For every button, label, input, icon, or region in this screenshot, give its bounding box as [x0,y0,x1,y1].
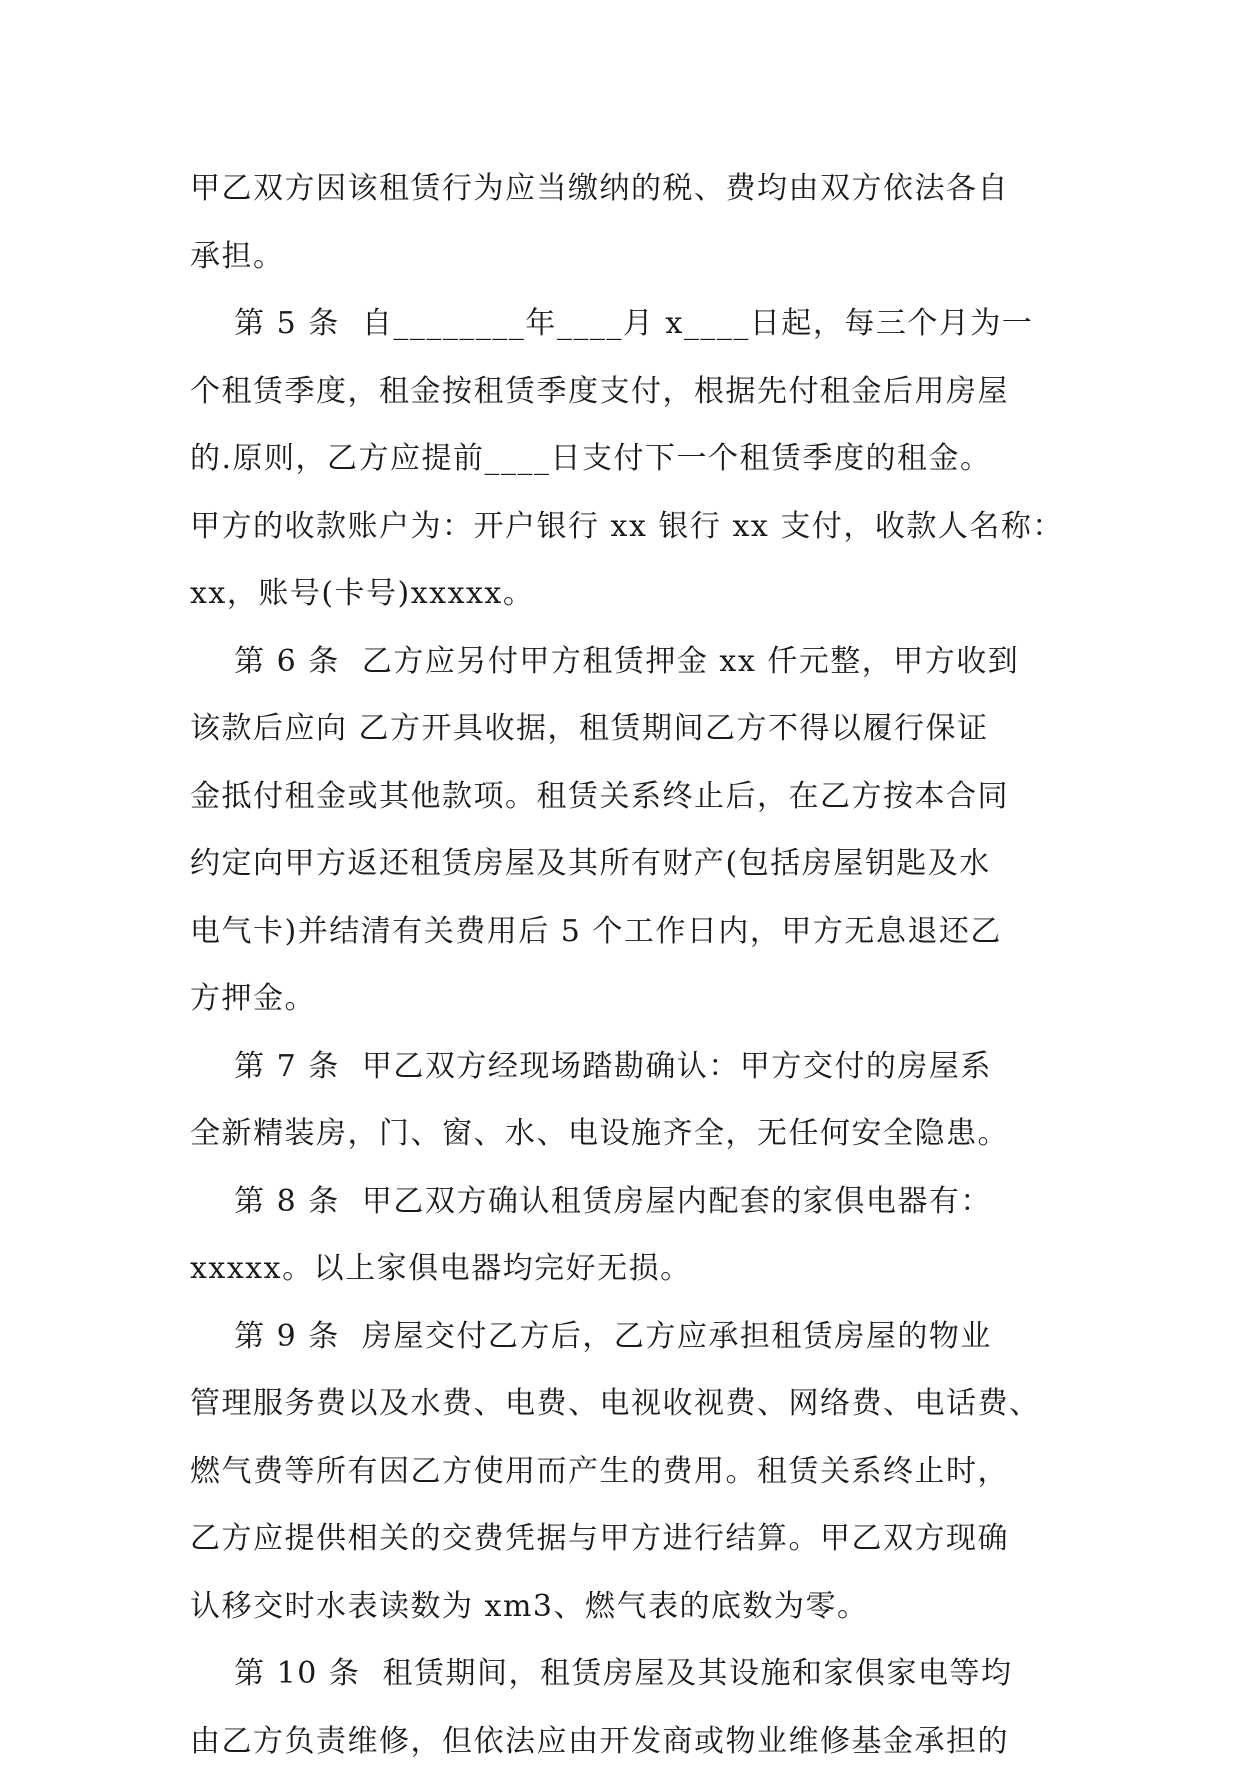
text-line: 第 5 条 自________年____月 x____日起，每三个月为一 [190,290,1060,358]
text-line: 第 10 条 租赁期间，租赁房屋及其设施和家俱家电等均 [190,1640,1060,1708]
text-line: 该款后应向 乙方开具收据，租赁期间乙方不得以履行保证 [190,695,1060,763]
text-line: 承担。 [190,223,1060,291]
text-line: xxxxx。以上家俱电器均完好无损。 [190,1235,1060,1303]
text-line: 第 8 条 甲乙双方确认租赁房屋内配套的家俱电器有： [190,1168,1060,1236]
text-line: 的.原则，乙方应提前____日支付下一个租赁季度的租金。 [190,425,1060,493]
text-line: 电气卡)并结清有关费用后 5 个工作日内，甲方无息退还乙 [190,898,1060,966]
text-line: 方押金。 [190,965,1060,1033]
text-line: 甲方的收款账户为：开户银行 xx 银行 xx 支付，收款人名称： [190,493,1060,561]
text-line: 甲乙双方因该租赁行为应当缴纳的税、费均由双方依法各自 [190,155,1060,223]
text-line: xx，账号(卡号)xxxxx。 [190,560,1060,628]
text-line: 乙方应提供相关的交费凭据与甲方进行结算。甲乙双方现确 [190,1505,1060,1573]
text-line: 燃气费等所有因乙方使用而产生的费用。租赁关系终止时， [190,1438,1060,1506]
text-line: 全新精装房，门、窗、水、电设施齐全，无任何安全隐患。 [190,1100,1060,1168]
text-line: 个租赁季度，租金按租赁季度支付，根据先付租金后用房屋 [190,358,1060,426]
document-body [190,155,1060,1775]
text-line: 第 9 条 房屋交付乙方后，乙方应承担租赁房屋的物业 [190,1303,1060,1371]
text-line: 由乙方负责维修，但依法应由开发商或物业维修基金承担的 [190,1708,1060,1775]
text-line: 认移交时水表读数为 xm3、燃气表的底数为零。 [190,1573,1060,1641]
text-line: 管理服务费以及水费、电费、电视收视费、网络费、电话费、 [190,1370,1060,1438]
text-line: 金抵付租金或其他款项。租赁关系终止后，在乙方按本合同 [190,763,1060,831]
text-line: 第 6 条 乙方应另付甲方租赁押金 xx 仟元整，甲方收到 [190,628,1060,696]
text-line: 第 7 条 甲乙双方经现场踏勘确认：甲方交付的房屋系 [190,1033,1060,1101]
text-line: 约定向甲方返还租赁房屋及其所有财产(包括房屋钥匙及水 [190,830,1060,898]
